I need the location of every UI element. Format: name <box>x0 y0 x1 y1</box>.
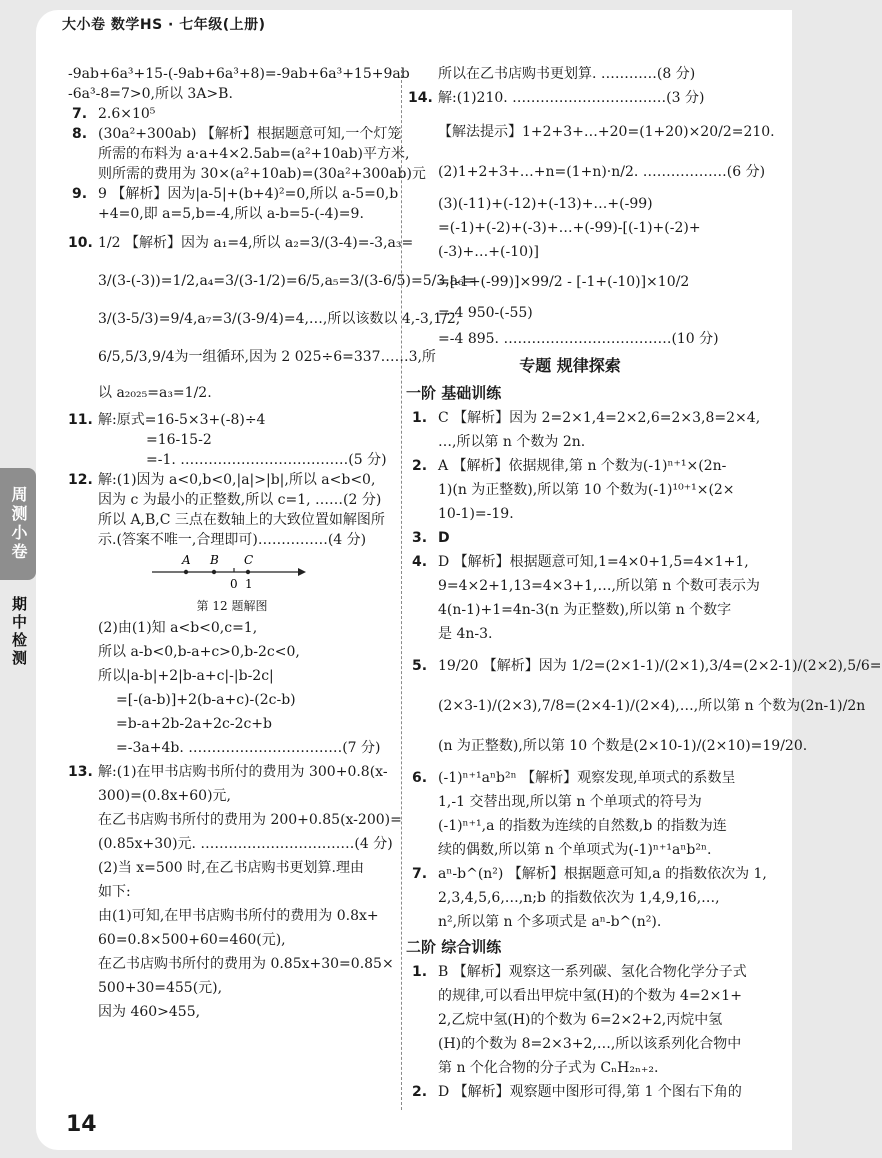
question-number: 3. <box>412 530 428 546</box>
text-line: (2×3-1)/(2×3),7/8=(2×4-1)/(2×4),…,所以第 n 个数为(2n-1)/2n <box>438 698 866 714</box>
label-b: B <box>210 553 219 567</box>
question-number: 7. <box>72 106 88 122</box>
label-c: C <box>244 553 254 567</box>
question-number: 1. <box>412 964 428 980</box>
text-line: 9=4×2+1,13=4×3+1,…,所以第 n 个数可表示为 <box>438 578 760 594</box>
problem-2 <box>408 454 732 478</box>
problem-7 <box>408 862 767 886</box>
text-line: (2)当 x=500 时,在乙书店购书更划算.理由 <box>98 860 364 876</box>
question-7 <box>68 104 396 124</box>
question-number: 7. <box>412 866 428 882</box>
text-line: =[-1+(-99)]×99/2 - [-1+(-10)]×10/2 <box>438 274 690 290</box>
section-heading-basic: 一阶 基础训练 <box>406 384 502 402</box>
text-line: 3/(3-(-3))=1/2,a₄=3/(3-1/2)=6/5,a₅=3/(3-6/5)=5/3,a₆= <box>98 273 476 289</box>
text-line: 因为 460>455, <box>98 1004 201 1020</box>
text-line: 60=0.8×500+60=460(元), <box>98 932 286 948</box>
text-line: 在乙书店购书所付的费用为 200+0.85(x-200)= <box>98 812 402 828</box>
question-number: 2. <box>412 458 428 474</box>
text-line: =[-(a-b)]+2(b-a+c)-(2c-b) <box>116 692 296 708</box>
problem-4 <box>408 550 749 574</box>
text-line: 所需的布料为 a·a+4×2.5ab=(a²+10ab)平方米, <box>98 146 410 162</box>
text-line: 500+30=455(元), <box>98 980 223 996</box>
text-line: 第 n 个化合物的分子式为 CₙH₂ₙ₊₂. <box>438 1060 659 1076</box>
question-number: 10. <box>68 235 93 251</box>
text-line: (0.85x+30)元. ……………………………(4 分) <box>98 836 393 852</box>
point-c <box>246 570 250 574</box>
text-line: 2,3,4,5,6,…,n;b 的指数依次为 1,4,9,16,…, <box>438 890 720 906</box>
text-line: 则所需的费用为 30×(a²+10ab)=(30a²+300ab)元 <box>98 166 426 182</box>
text-line: 由(1)可知,在甲书店购书所付的费用为 0.8x+ <box>98 908 379 924</box>
text-line: 以 a₂₀₂₅=a₃=1/2. <box>98 385 212 401</box>
answer-text: 1/2 【解析】因为 a₁=4,所以 a₂=3/(3-4)=-3,a₃= <box>98 235 414 251</box>
page-header: 大小卷 数学HS · 七年级(上册) <box>62 17 266 33</box>
answer-text: 9 【解析】因为|a-5|+(b+4)²=0,所以 a-5=0,b <box>98 186 399 202</box>
number-line-arrow <box>298 568 306 576</box>
question-number: 8. <box>72 126 88 142</box>
question-9 <box>68 184 399 204</box>
text-line: =-4 895. ………………………………(10 分) <box>438 331 719 347</box>
answer-text: A 【解析】依据规律,第 n 个数为(-1)ⁿ⁺¹×(2n- <box>438 458 727 474</box>
text-line: 如下: <box>98 884 131 900</box>
problem-1 <box>408 406 761 430</box>
question-12 <box>68 470 396 490</box>
text-line: 所以 a-b<0,b-a+c>0,b-2c<0, <box>98 644 300 660</box>
text-line: 2,乙烷中氢(H)的个数为 6=2×2+2,丙烷中氢 <box>438 1012 723 1028</box>
question-number: 4. <box>412 554 428 570</box>
text-line: 的规律,可以看出甲烷中氢(H)的个数为 4=2×1+ <box>438 988 742 1004</box>
problem-5 <box>408 646 882 686</box>
text-line: -9ab+6a³+15-(-9ab+6a³+8)=-9ab+6a³+15+9ab <box>68 66 410 82</box>
question-11 <box>68 410 396 430</box>
text-line: (-3)+…+(-10)] <box>438 244 539 260</box>
question-13 <box>68 760 396 784</box>
label-one: 1 <box>245 577 253 591</box>
question-number: 9. <box>72 186 88 202</box>
side-tab[interactable]: 周测小卷 <box>0 468 36 580</box>
answer-text: D <box>438 530 450 546</box>
text-line: 1,-1 交替出现,所以第 n 个单项式的符号为 <box>438 794 702 810</box>
answer-text: 2.6×10⁵ <box>98 106 156 122</box>
point-b <box>212 570 216 574</box>
text-line: +4=0,即 a=5,b=-4,所以 a-b=5-(-4)=9. <box>98 206 364 222</box>
text-line: …,所以第 n 个数为 2n. <box>438 434 586 450</box>
text-line: -6a³-8=7>0,所以 3A>B. <box>68 86 233 102</box>
number-line-figure <box>68 550 396 596</box>
text-line: 10-1)=-19. <box>438 506 514 522</box>
answer-text: 19/20 【解析】因为 1/2=(2×1-1)/(2×1),3/4=(2×2-1)/(2×2),5/6= <box>438 658 882 674</box>
exercise-1 <box>408 960 747 984</box>
text-line: n²,所以第 n 个多项式是 aⁿ-b^(n²). <box>438 914 662 930</box>
text-line: =16-15-2 <box>146 432 212 448</box>
answer-text: D 【解析】观察题中图形可得,第 1 个图右下角的 <box>438 1084 742 1100</box>
question-number: 14. <box>408 90 433 106</box>
question-number: 2. <box>412 1084 428 1100</box>
text-line: =b-a+2b-2a+2c-2c+b <box>116 716 273 732</box>
point-a <box>184 570 188 574</box>
text-line: 续的偶数,所以第 n 个单项式为(-1)ⁿ⁺¹aⁿb²ⁿ. <box>438 842 712 858</box>
text-line: =-4 950-(-55) <box>438 305 533 321</box>
exercise-2 <box>408 1080 742 1104</box>
text-line: 所以 A,B,C 三点在数轴上的大致位置如解图所 <box>98 512 385 528</box>
label-zero: 0 <box>230 577 238 591</box>
answer-text: 解:(1)在甲书店购书所付的费用为 300+0.8(x- <box>98 764 388 780</box>
figure-caption: 第 12 题解图 <box>196 599 268 613</box>
problem-3 <box>408 526 732 550</box>
question-number: 12. <box>68 472 93 488</box>
question-number: 1. <box>412 410 428 426</box>
text-line: 是 4n-3. <box>438 626 493 642</box>
text-line: (-1)ⁿ⁺¹,a 的指数为连续的自然数,b 的指数为连 <box>438 818 727 834</box>
problem-6 <box>408 766 736 790</box>
topic-heading: 专题 规律探索 <box>519 356 621 375</box>
text-line: =-3a+4b. ……………………………(7 分) <box>116 740 381 756</box>
answer-text: (-1)ⁿ⁺¹aⁿb²ⁿ 【解析】观察发现,单项式的系数呈 <box>438 770 736 786</box>
question-number: 11. <box>68 412 93 428</box>
text-line: (2)1+2+3+…+n=(1+n)·n/2. ………………(6 分) <box>438 164 766 180</box>
text-line: 3/(3-5/3)=9/4,a₇=3/(3-9/4)=4,…,所以该数以 4,-3,1/2, <box>98 311 461 327</box>
text-line: (n 为正整数),所以第 10 个数是(2×10-1)/(2×10)=19/20. <box>438 738 808 754</box>
answer-text: 解:(1)因为 a<0,b<0,|a|>|b|,所以 a<b<0, <box>98 472 376 488</box>
label-a: A <box>182 553 191 567</box>
question-number: 6. <box>412 770 428 786</box>
text-line: (2)由(1)知 a<b<0,c=1, <box>98 620 258 636</box>
text-line: 所以|a-b|+2|b-a+c|-|b-2c| <box>98 668 274 684</box>
question-number: 5. <box>412 658 428 674</box>
text-line: 因为 c 为最小的正整数,所以 c=1, ……(2 分) <box>98 492 382 508</box>
text-line: 300)=(0.8x+60)元, <box>98 788 231 804</box>
page-number: 14 <box>66 1112 97 1137</box>
text-line: (3)(-11)+(-12)+(-13)+…+(-99) <box>438 196 653 212</box>
text-line: =-1. ………………………………(5 分) <box>146 452 387 468</box>
answer-text: 解:原式=16-5×3+(-8)÷4 <box>98 412 266 428</box>
text-line: 4(n-1)+1=4n-3(n 为正整数),所以第 n 个数字 <box>438 602 732 618</box>
answer-text: B 【解析】观察这一系列碳、氢化合物化学分子式 <box>438 964 747 980</box>
answer-text: D 【解析】根据题意可知,1=4×0+1,5=4×1+1, <box>438 554 749 570</box>
answer-text: (30a²+300ab) 【解析】根据题意可知,一个灯笼 <box>98 126 402 142</box>
answer-text: 解:(1)210. ……………………………(3 分) <box>438 90 705 106</box>
question-8 <box>68 124 402 144</box>
section-heading-comprehensive: 二阶 综合训练 <box>406 938 502 956</box>
text-line: 1)(n 为正整数),所以第 10 个数为(-1)¹⁰⁺¹×(2× <box>438 482 735 498</box>
text-line: 【解法提示】1+2+3+…+20=(1+20)×20/2=210. <box>438 124 775 140</box>
text-line: 6/5,5/3,9/4为一组循环,因为 2 025÷6=337……3,所 <box>98 349 436 365</box>
right-column <box>406 64 882 1104</box>
text-line: (H)的个数为 8=2×3+2,…,所以该系列化合物中 <box>438 1036 742 1052</box>
answer-text: C 【解析】因为 2=2×1,4=2×2,6=2×3,8=2×4, <box>438 410 761 426</box>
side-label: 期中检测 <box>10 596 28 668</box>
text-line: 示.(答案不唯一,合理即可)……………(4 分) <box>98 532 367 548</box>
question-number: 13. <box>68 764 93 780</box>
text-line: =(-1)+(-2)+(-3)+…+(-99)-[(-1)+(-2)+ <box>438 220 701 236</box>
text-line: 在乙书店购书所付的费用为 0.85x+30=0.85× <box>98 956 394 972</box>
question-14 <box>408 84 732 112</box>
number-line-svg <box>148 550 308 596</box>
text-line: 所以在乙书店购书更划算. …………(8 分) <box>438 66 696 82</box>
question-10 <box>68 224 414 262</box>
answer-text: aⁿ-b^(n²) 【解析】根据题意可知,a 的指数依次为 1, <box>438 866 767 882</box>
